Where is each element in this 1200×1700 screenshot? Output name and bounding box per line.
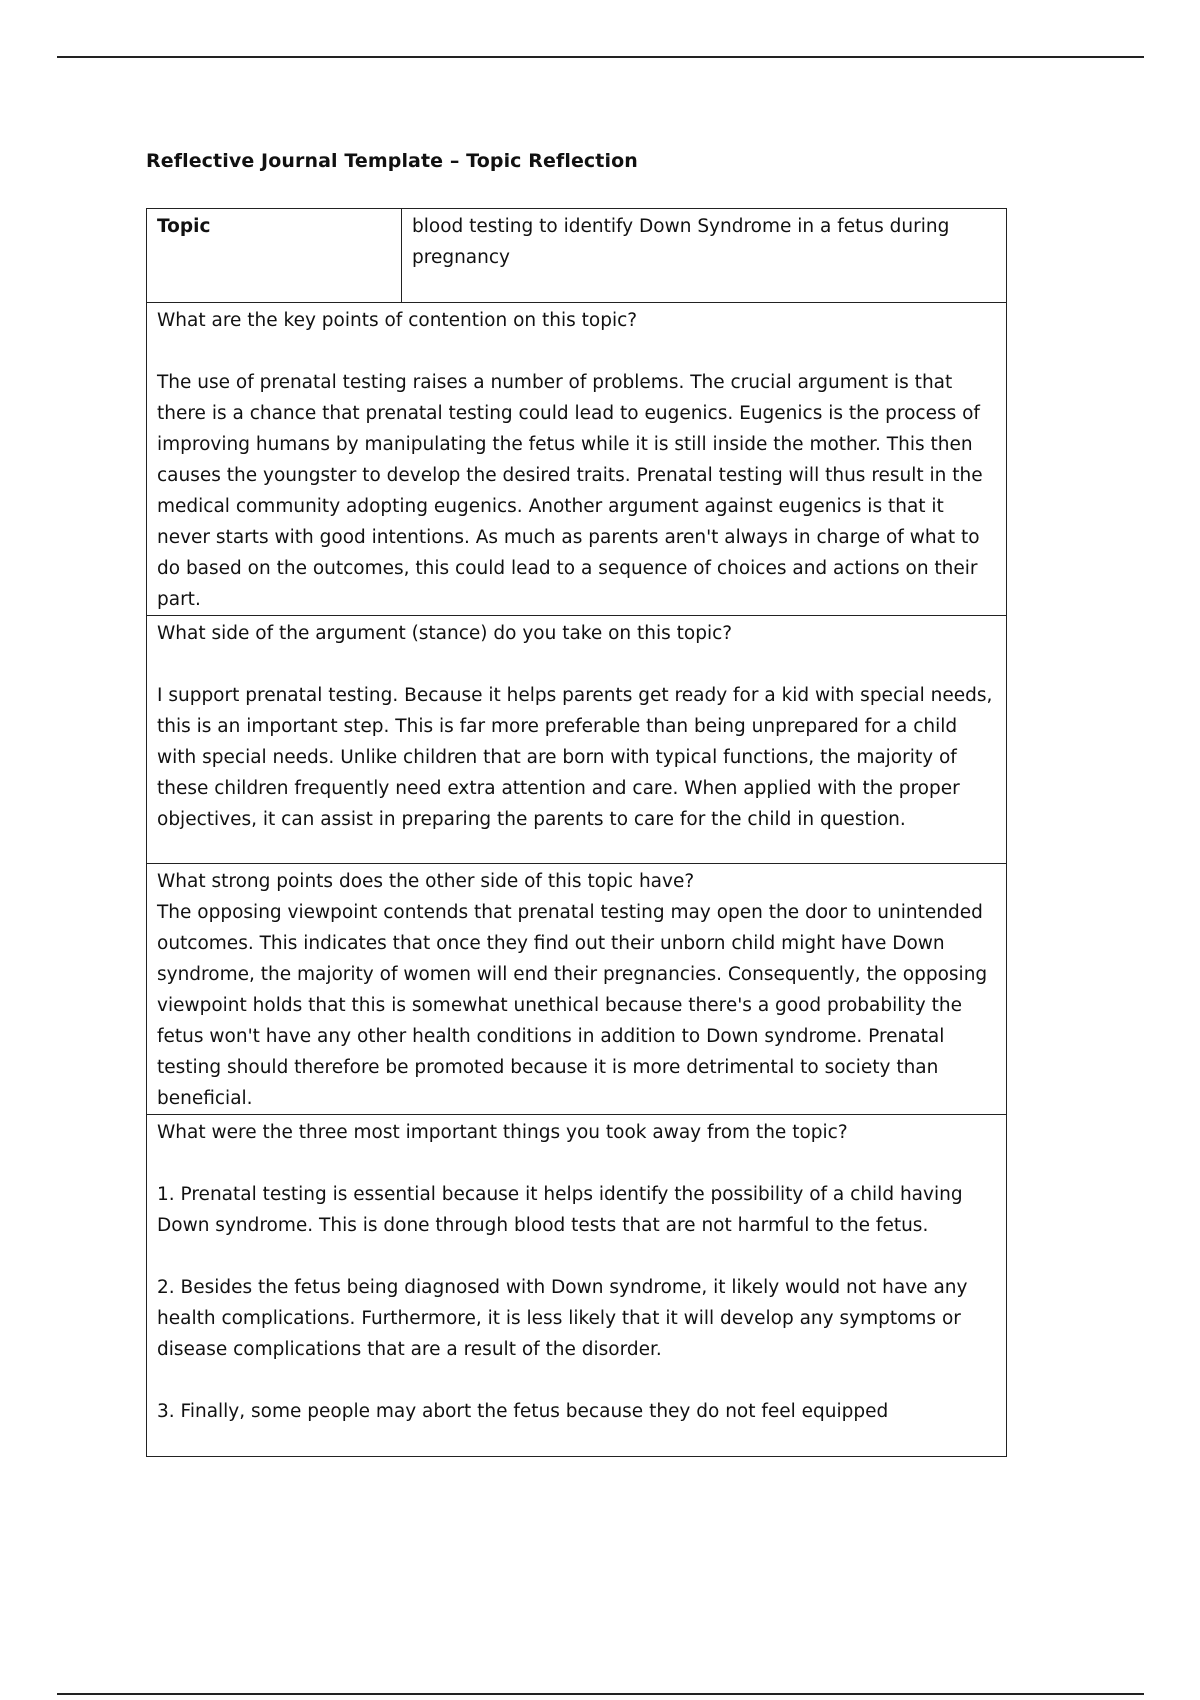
question-text: What side of the argument (stance) do you take on this topic? <box>157 623 733 644</box>
section-stance <box>147 616 1007 864</box>
answer-text: I support prenatal testing. Because it helps parents get ready for a kid with special needs, this is an important step. This is far more preferable than being unprepared for a child with special needs. Unlike children that are born with typical functions, the majority of these children frequently need extra attention and care. When applied with the proper objectives, it can assist in preparing the parents to care for the child in question. <box>157 685 993 830</box>
document-title: Reflective Journal Template – Topic Reflection <box>146 150 638 172</box>
section-cell <box>147 303 1007 616</box>
takeaway-point: 1. Prenatal testing is essential because it helps identify the possibility of a child having Down syndrome. This is done through blood tests that are not harmful to the fetus. <box>157 1184 963 1236</box>
question-text: What are the key points of contention on this topic? <box>157 310 638 331</box>
topic-label: Topic <box>147 209 402 303</box>
takeaway-point: 2. Besides the fetus being diagnosed with Down syndrome, it likely would not have any health complications. Furthermore, it is less likely that it will develop any symptoms or disease complications that are a result of the disorder. <box>157 1277 968 1360</box>
section-opposing-points <box>147 864 1007 1115</box>
question-text: What strong points does the other side of this topic have? <box>157 871 695 892</box>
answer-text: The opposing viewpoint contends that prenatal testing may open the door to unintended outcomes. This indicates that once they find out their unborn child might have Down syndrome, the majority of women will end their pregnancies. Consequently, the opposing viewpoint holds that this is somewhat unethical because there's a good probability the fetus won't have any other health conditions in addition to Down syndrome. Prenatal testing should therefore be promoted because it is more detrimental to society than beneficial. <box>157 902 988 1109</box>
takeaway-point: 3. Finally, some people may abort the fetus because they do not feel equipped <box>157 1401 889 1422</box>
section-cell <box>147 1115 1007 1457</box>
section-takeaways <box>147 1115 1007 1457</box>
reflection-table <box>146 208 1007 1457</box>
topic-row <box>147 209 1007 303</box>
section-cell <box>147 864 1007 1115</box>
question-text: What were the three most important things you took away from the topic? <box>157 1122 848 1143</box>
section-cell <box>147 616 1007 864</box>
section-contention <box>147 303 1007 616</box>
topic-value: blood testing to identify Down Syndrome in a fetus during pregnancy <box>402 209 1007 303</box>
answer-text: The use of prenatal testing raises a number of problems. The crucial argument is that there is a chance that prenatal testing could lead to eugenics. Eugenics is the process of improving humans by manipulating the fetus while it is still inside the mother. This then causes the youngster to develop the desired traits. Prenatal testing will thus result in the medical community adopting eugenics. Another argument against eugenics is that it never starts with good intentions. As much as parents aren't always in charge of what to do based on the outcomes, this could lead to a sequence of choices and actions on their part. <box>157 372 983 610</box>
footer-rule <box>57 1693 1144 1695</box>
header-rule <box>57 56 1144 58</box>
